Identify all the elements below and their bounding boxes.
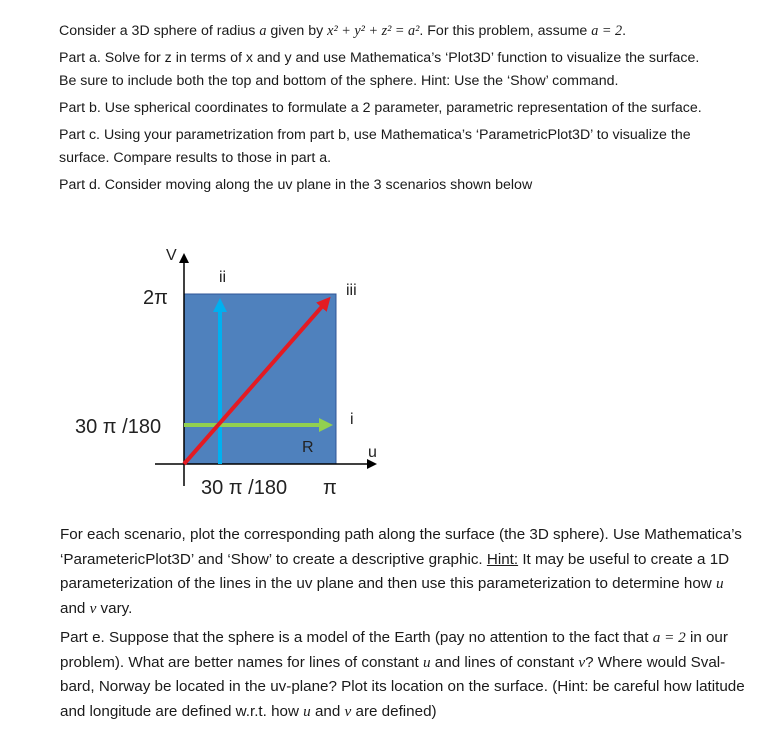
u-axis-label: u xyxy=(368,444,377,461)
part-e-text: in our xyxy=(685,629,728,646)
scenario-text: parameterization of the lines in the uv plane and then use this parameterization to determine how xyxy=(60,575,716,592)
part-a-line-1: Part a. Solve for z in terms of x and y and use Mathematica’s ‘Plot3D’ function to visualize the surface. xyxy=(59,50,700,66)
path-iii-label: iii xyxy=(346,282,357,299)
scenario-paragraph xyxy=(60,523,772,621)
v-variable: v xyxy=(578,653,586,671)
v-variable: v xyxy=(344,702,352,720)
scenario-text: For each scenario, plot the corresponding path along the surface (the 3D sphere). Use Mathematica’s xyxy=(60,526,742,543)
hint-label: Hint: xyxy=(486,550,519,568)
part-a-line-2: Be sure to include both the top and bottom of the sphere. Hint: Use the ‘Show’ command. xyxy=(59,73,619,89)
part-e-text: problem). What are better names for lines of constant xyxy=(60,653,423,671)
part-c-line-2: surface. Compare results to those in part a. xyxy=(59,150,332,166)
intro-text: given by xyxy=(266,23,328,39)
path-r-label: R xyxy=(302,439,314,456)
part-e-text: are defined) xyxy=(351,702,437,720)
intro-text: . xyxy=(622,23,627,39)
u-variable: u xyxy=(422,653,431,671)
u-variable: u xyxy=(715,575,724,592)
sphere-equation: x² + y² + z² = a² xyxy=(327,23,420,39)
x-tick-pi: π xyxy=(323,477,337,499)
y-tick-30pi-180: 30 π /180 xyxy=(75,416,162,438)
part-e-text: Part e. Suppose that the sphere is a model of the Earth (pay no attention to the fact that xyxy=(60,629,653,646)
scenario-text: vary. xyxy=(96,599,133,617)
v-variable: v xyxy=(89,599,97,617)
part-e-text: bard, Norway be located in the uv-plane? Plot its location on the surface. (Hint: be careful how latitude xyxy=(60,678,745,695)
part-b-line-1: Part b. Use spherical coordinates to formulate a 2 parameter, parametric representation of the surface. xyxy=(59,100,702,116)
part-e-math: a = 2 xyxy=(652,629,686,646)
part-e-text: ? Where would Sval- xyxy=(585,653,726,671)
scenario-text: It may be useful to create a 1D xyxy=(518,550,730,568)
path-ii-label: ii xyxy=(219,269,227,286)
path-i-label: i xyxy=(350,411,354,428)
radius-variable: a xyxy=(259,23,267,39)
v-axis-label: V xyxy=(166,247,177,264)
assumption: a = 2 xyxy=(591,23,623,39)
y-tick-2pi: 2π xyxy=(143,287,168,309)
intro-text: . For this problem, assume xyxy=(419,23,592,39)
intro-text: Consider a 3D sphere of radius xyxy=(59,23,260,39)
scenario-text: ‘ParametericPlot3D’ and ‘Show’ to create a descriptive graphic. xyxy=(60,550,487,568)
part-e-text: and lines of constant xyxy=(430,653,579,671)
part-e-paragraph xyxy=(60,626,772,724)
part-d-line-1: Part d. Consider moving along the uv plane in the 3 scenarios shown below xyxy=(59,177,533,193)
u-variable: u xyxy=(303,702,311,720)
part-e-text: and longitude are defined w.r.t. how xyxy=(60,702,304,720)
part-e-text: and xyxy=(310,702,345,720)
part-c-line-1: Part c. Using your parametrization from part b, use Mathematica’s ‘ParametricPlot3D’ to visualize the xyxy=(59,127,691,143)
x-tick-30pi-180: 30 π /180 xyxy=(201,477,288,499)
scenario-text: and xyxy=(60,599,90,617)
